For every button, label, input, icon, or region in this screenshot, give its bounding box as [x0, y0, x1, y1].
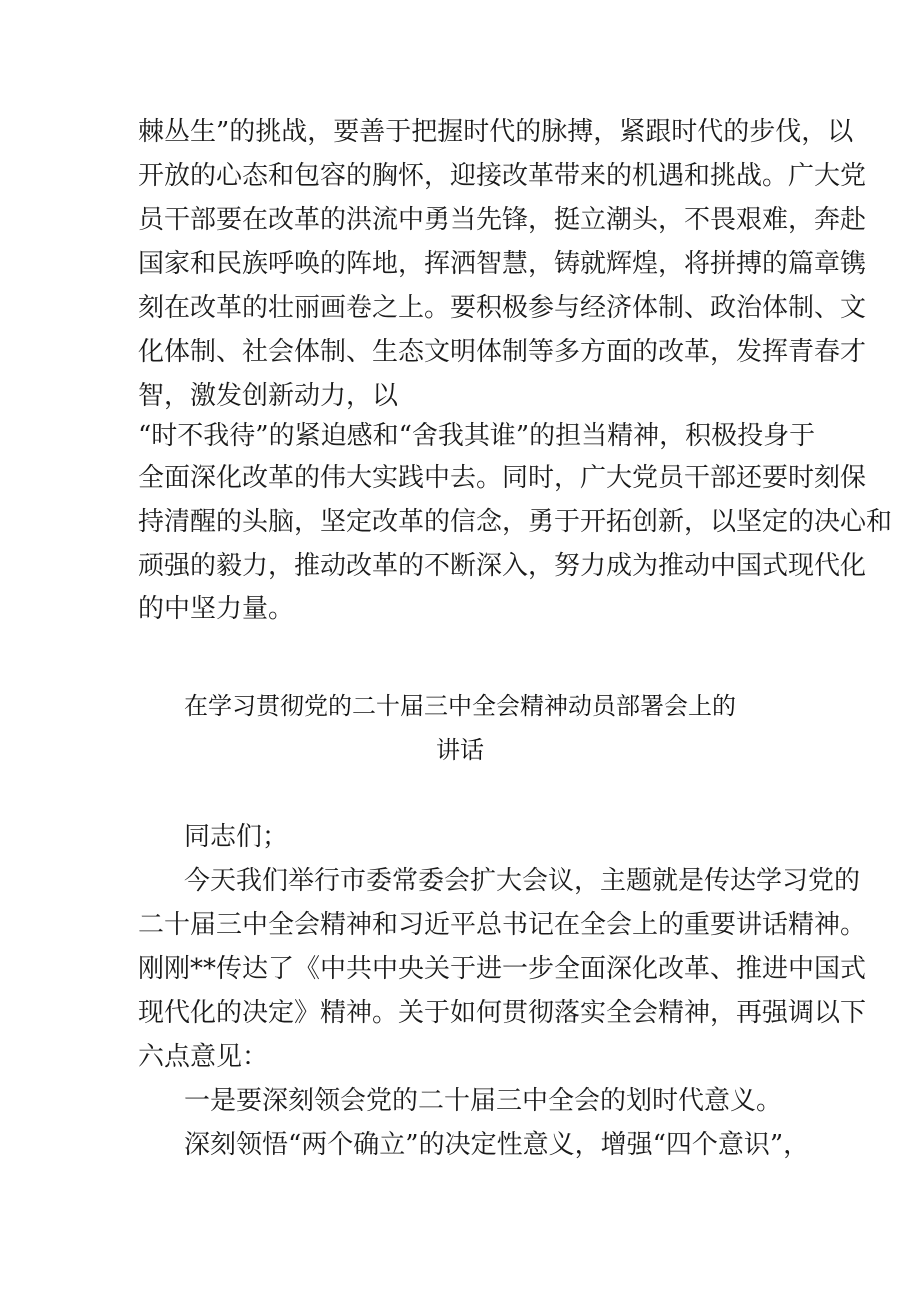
body-text-line: 的中坚力量。 [138, 594, 295, 624]
body-text-line: 刻在改革的壮丽画卷之上。要积极参与经济体制、政治体制、文 [138, 293, 867, 323]
body-text-line: 深刻领悟“两个确立”的决定性意义，增强“四个意识”， [184, 1130, 810, 1160]
body-text-line: 化体制、社会体制、生态文明体制等多方面的改革，发挥青春才 [138, 337, 867, 367]
body-text-line: 开放的心态和包容的胸怀，迎接改革带来的机遇和挑战。广大党 [138, 161, 867, 191]
point-one-heading: 一是要深刻领会党的二十届三中全会的划时代意义。 [184, 1086, 783, 1116]
body-text-line: 国家和民族呼唤的阵地，挥洒智慧，铸就辉煌，将拼搏的篇章镌 [138, 249, 867, 279]
body-text-line: 持清醒的头脑，坚定改革的信念，勇于开拓创新，以坚定的决心和 [138, 507, 893, 537]
body-text-line: “时不我待”的紧迫感和“舍我其谁”的担当精神，积极投身于 [138, 421, 816, 451]
body-text-line: 顽强的毅力，推动改革的不断深入，努力成为推动中国式现代化 [138, 551, 867, 581]
body-text-line: 智，激发创新动力，以 [138, 381, 399, 411]
body-text-line: 刚刚**传达了《中共中央关于进一步全面深化改革、推进中国式 [138, 954, 867, 984]
body-text-line: 棘丛生”的挑战，要善于把握时代的脉搏，紧跟时代的步伐，以 [138, 117, 854, 147]
speech-title: 在学习贯彻党的二十届三中全会精神动员部署会上的 [184, 692, 736, 720]
body-text-line: 二十届三中全会精神和习近平总书记在全会上的重要讲话精神。 [138, 910, 867, 940]
body-text-line: 员干部要在改革的洪流中勇当先锋，挺立潮头，不畏艰难，奔赴 [138, 205, 867, 235]
body-text-line: 全面深化改革的伟大实践中去。同时，广大党员干部还要时刻保 [138, 463, 867, 493]
salutation: 同志们； [184, 822, 289, 852]
body-text-line: 今天我们举行市委常委会扩大会议，主题就是传达学习党的 [184, 866, 861, 896]
speech-title-cont: 讲话 [436, 736, 484, 764]
body-text-line: 六点意见： [138, 1042, 269, 1072]
body-text-line: 现代化的决定》精神。关于如何贯彻落实全会精神，再强调以下 [138, 998, 867, 1028]
